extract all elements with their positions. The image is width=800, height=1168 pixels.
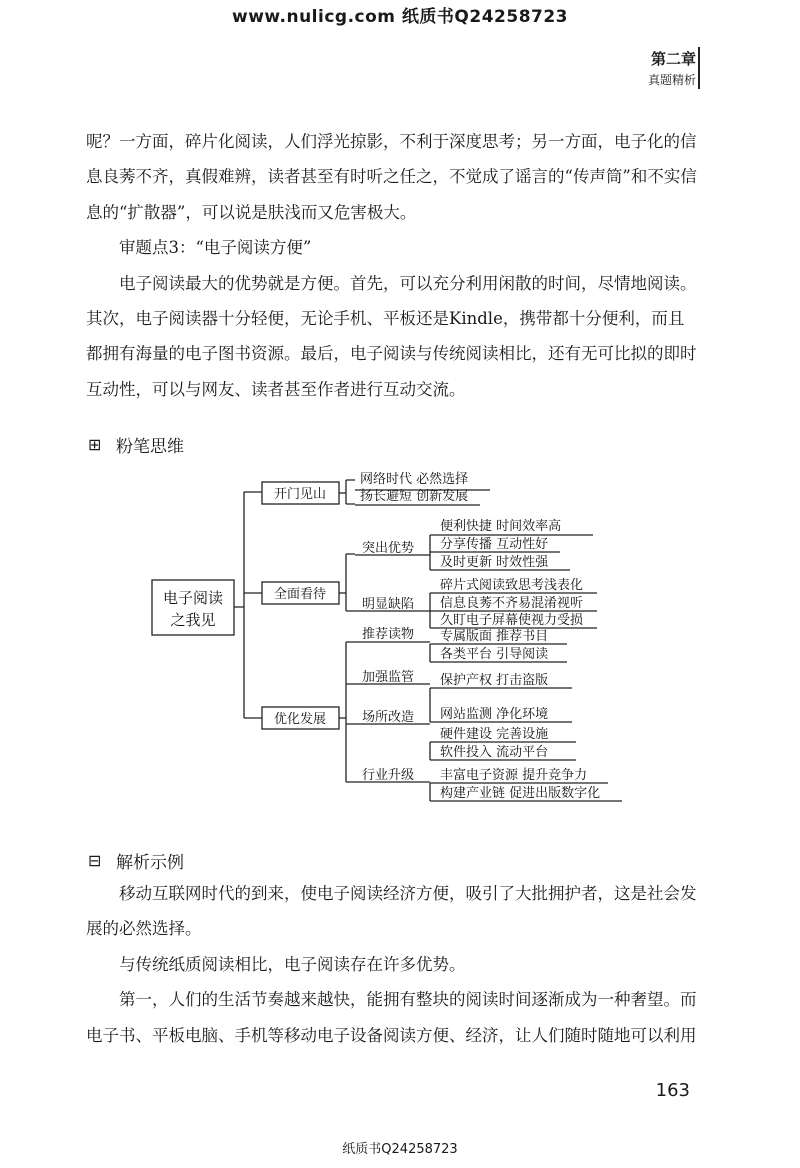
- section-title: 粉笔思维: [116, 437, 184, 457]
- chalk-icon: ⊞: [88, 435, 102, 454]
- paragraph: 与传统纸质阅读相比，电子阅读存在许多优势。: [119, 954, 466, 974]
- branch-label: 开门见山: [273, 487, 327, 502]
- branch-label: 全面看待: [273, 587, 327, 602]
- leaf-label: 扬长避短 创新发展: [360, 489, 469, 504]
- sub-branch-label: 场所改造: [362, 710, 415, 725]
- sub-branch-label: 明显缺陷: [362, 597, 415, 612]
- leaf-label: 保护产权 打击盗版: [440, 673, 549, 688]
- leaf-label: 及时更新 时效性强: [440, 555, 549, 570]
- review-point-heading: 审题点3：“电子阅读方便”: [119, 238, 312, 258]
- top-watermark: www.nulicg.com 纸质书Q24258723: [231, 7, 569, 27]
- branch-label: 优化发展: [273, 712, 327, 727]
- section-heading-analysis: [88, 848, 184, 873]
- sub-branch-label: 突出优势: [362, 541, 415, 556]
- sub-branch-label: 加强监管: [362, 670, 415, 685]
- page-number: 163: [655, 1080, 690, 1101]
- leaf-label: 久盯电子屏幕使视力受损: [440, 613, 584, 628]
- leaf-label: 碎片式阅读致思考浅表化: [440, 578, 584, 593]
- leaf-label: 丰富电子资源 提升竞争力: [440, 768, 588, 783]
- leaf-label: 信息良莠不齐易混淆视听: [440, 596, 584, 611]
- leaf-label: 硬件建设 完善设施: [440, 727, 549, 742]
- leaf-label: 分享传播 互动性好: [440, 537, 549, 552]
- leaf-label: 各类平台 引导阅读: [440, 647, 549, 662]
- leaf-label: 软件投入 流动平台: [440, 745, 549, 760]
- leaf-label: 网络时代 必然选择: [360, 472, 469, 487]
- root-connector: [234, 492, 244, 718]
- leaf-label: 网站监测 净化环境: [440, 707, 549, 722]
- b2-connector: [339, 554, 355, 611]
- section-title: 解析示例: [116, 853, 184, 873]
- leaf-label: 专属版面 推荐书目: [440, 629, 549, 644]
- chapter-subtitle: 真题精析: [647, 73, 696, 88]
- paragraph: 第一，人们的生活节奏越来越快，能拥有整块的阅读时间逐渐成为一种奢望。而电子书、平板电脑、手机等移动电子设备阅读方便、经济，让人们随时随地可以利用: [86, 990, 697, 1045]
- root-label-line2: 之我见: [170, 611, 216, 629]
- leaf-label: 构建产业链 促进出版数字化: [440, 786, 601, 801]
- b1-connector: [339, 480, 355, 504]
- b3-connector: [339, 642, 355, 782]
- analysis-icon: ⊟: [88, 851, 102, 870]
- body-text-bottom: [86, 876, 700, 1053]
- leaf-label: 便利快捷 时间效率高: [440, 519, 562, 534]
- paragraph: 电子阅读最大的优势就是方便。首先，可以充分利用闲散的时间，尽情地阅读。其次，电子阅读器十分轻便，无论手机、平板还是Kindle，携带都十分便利，而且都拥有海量的电子图书资源。最后，电子阅读与传统阅读相比，还有无可比拟的即时互动性，可以与网友、读者甚至作者进行互动交流。: [86, 273, 697, 399]
- branch-connectors: [244, 492, 262, 718]
- sub-branch-label: 推荐读物: [362, 627, 415, 642]
- sub-branch-label: 行业升级: [362, 768, 415, 783]
- root-label-line1: 电子阅读: [162, 589, 224, 607]
- paragraph: 移动互联网时代的到来，使电子阅读经济方便，吸引了大批拥护者，这是社会发展的必然选择。: [86, 884, 697, 939]
- paragraph: 呢？一方面，碎片化阅读，人们浮光掠影，不利于深度思考；另一方面，电子化的信息良莠不齐，真假难辨，读者甚至有时听之任之，不觉成了谣言的“传声筒”和不实信息的“扩散器”，可以说是肤浅而又危害极大。: [86, 132, 697, 222]
- bottom-watermark: 纸质书Q24258723: [342, 1142, 458, 1157]
- chapter-title: 第二章: [650, 50, 696, 68]
